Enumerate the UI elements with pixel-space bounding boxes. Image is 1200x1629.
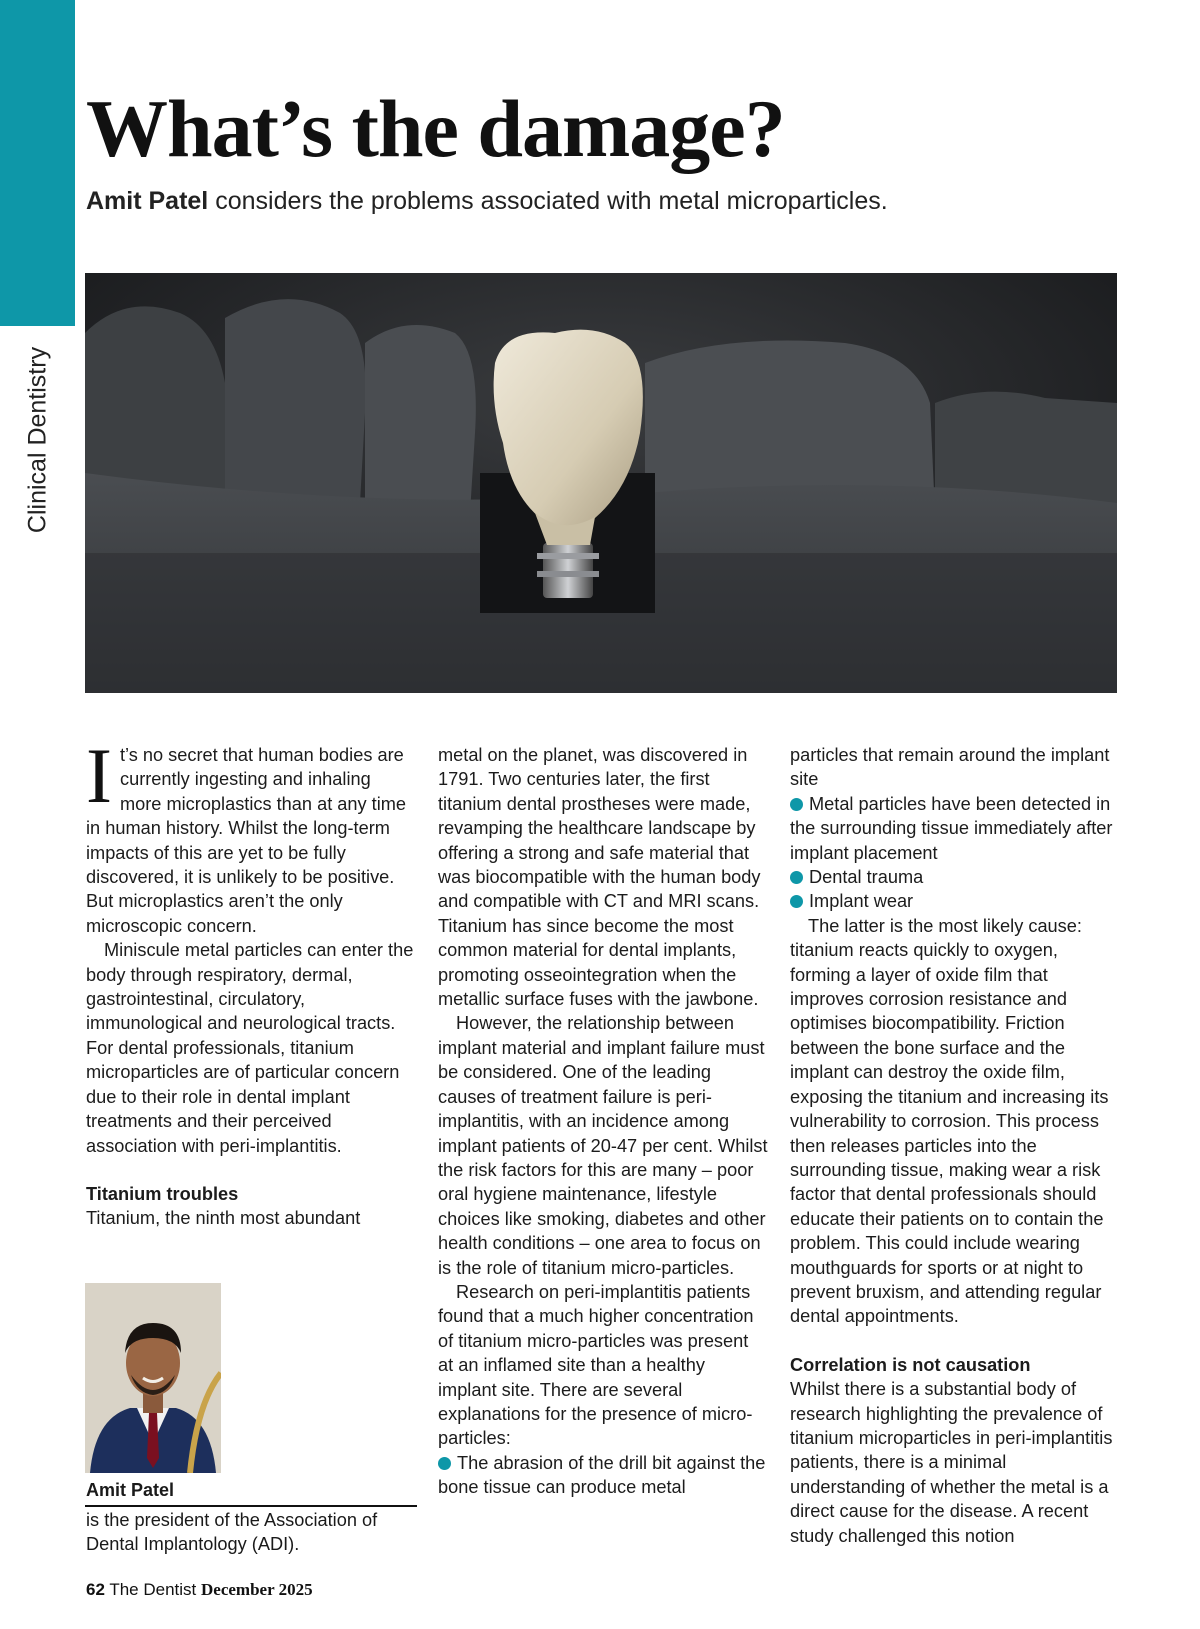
standfirst-text: considers the problems associated with metal microparticles.: [208, 187, 888, 215]
intro-paragraph: [86, 732, 416, 938]
hero-image: [85, 273, 1117, 693]
body-paragraph: particles that remain around the implant site: [790, 745, 1110, 790]
standfirst-author: Amit Patel: [86, 187, 209, 215]
bullet-text: Metal particles have been detected in the surrounding tissue immediately after implant placement: [790, 793, 1113, 863]
section-color-bar: [0, 0, 75, 326]
subheading: Titanium troubles: [86, 1183, 239, 1204]
bullet-item: [790, 865, 1120, 889]
author-portrait-icon: [85, 1283, 221, 1473]
issue-date: December 2025: [201, 1580, 313, 1599]
body-paragraph: Whilst there is a substantial body of research highlighting the prevalence of titanium microparticles in peri-implantitis patients, there is a minimal understanding of whether the metal is a direct cause for the disease. A recent study challenged this notion: [790, 1379, 1113, 1546]
dental-implant-photo: [85, 273, 1117, 693]
bullet-dot-icon: [790, 798, 803, 811]
article-standfirst: [86, 187, 888, 216]
bullet-dot-icon: [438, 1457, 451, 1470]
body-paragraph: Miniscule metal particles can enter the body through respiratory, dermal, gastrointestinal, circulatory, immunological and neurological tracts. For dental professionals, titanium microparticles are of particular concern due to their role in dental implant treatments and their perceived association with peri-implantitis.: [86, 940, 414, 1156]
bullet-dot-icon: [790, 895, 803, 908]
body-paragraph: The latter is the most likely cause: titanium reacts quickly to oxygen, forming a layer of oxide film that improves corrosion resistance and optimises biocompatibility. Friction between the bone surface and the implant can destroy the oxide film, exposing the titanium and increasing its vulnerability to corrosion. This process then releases particles into the surrounding tissue, making wear a risk factor that dental professionals should educate their patients on to contain the problem. This could include wearing mouthguards for sports or at night to prevent bruxism, and attending regular dental appointments.: [790, 915, 1109, 1327]
page-number: 62: [86, 1580, 105, 1599]
divider: [85, 1505, 417, 1507]
article-column-1: [86, 732, 416, 1231]
author-photo: [85, 1283, 221, 1473]
bullet-item: [790, 792, 1120, 865]
intro-text: t’s no secret that human bodies are currently ingesting and inhaling more microplastics than at any time in human history. Whilst the long-term impacts of this are yet to be fully discovered, it is unlikely to be positive. But microplastics aren’t the only microscopic concern.: [86, 745, 407, 936]
body-paragraph: However, the relationship between implant material and implant failure must be considered. One of the leading causes of treatment failure is peri-implantitis, with an incidence among implant patients of 20-47 per cent. Whilst the risk factors for this are many – poor oral hygiene maintenance, lifestyle choices like smoking, diabetes and other health conditions – one area to focus on is the role of titanium micro-particles.: [438, 1013, 768, 1278]
author-bio: is the president of the Association of Dental Implantology (ADI).: [86, 1510, 378, 1555]
bullet-text: Implant wear: [809, 891, 914, 912]
article-column-2: [438, 743, 768, 1500]
body-paragraph: Titanium, the ninth most abundant: [86, 1208, 361, 1229]
section-label: Clinical Dentistry: [23, 346, 52, 534]
bullet-text: Dental trauma: [809, 867, 924, 888]
article-column-3: [790, 743, 1120, 1548]
bullet-item: [790, 889, 1120, 913]
publication-name: The Dentist: [109, 1580, 197, 1599]
drop-cap: I: [86, 732, 112, 819]
bullet-item: [438, 1451, 768, 1500]
bullet-dot-icon: [790, 871, 803, 884]
author-name: Amit Patel: [86, 1480, 175, 1500]
subheading: Correlation is not causation: [790, 1354, 1031, 1375]
body-paragraph: metal on the planet, was discovered in 1791. Two centuries later, the first titanium dental prostheses were made, revamping the healthcare landscape by offering a strong and safe material that was biocompatible with the human body and compatible with CT and MRI scans. Titanium has since become the most common material for dental implants, promoting osseointegration when the metallic surface fuses with the jawbone.: [438, 745, 761, 1010]
article-headline: What’s the damage?: [86, 83, 785, 174]
bullet-text: The abrasion of the drill bit against the bone tissue can produce metal: [438, 1452, 766, 1498]
page-footer: [86, 1580, 313, 1600]
body-paragraph: Research on peri-implantitis patients found that a much higher concentration of titanium micro-particles was present at an inflamed site than a healthy implant site. There are several explanations for the presence of micro-particles:: [438, 1281, 754, 1449]
